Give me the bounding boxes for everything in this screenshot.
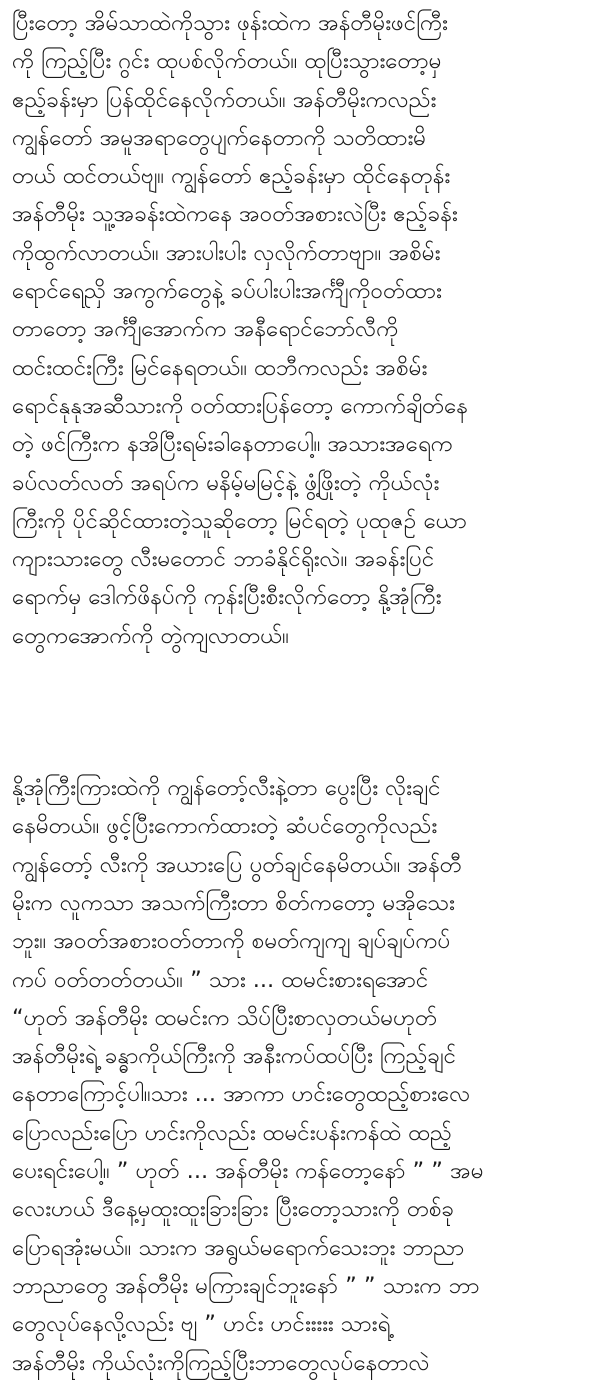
text-line: နို့အုံကြီးကြားထဲကို ကျွန်တော့်လီးနဲ့တာ ပွေးပြီး လိုးချင် xyxy=(12,775,441,802)
text-line: ရောက်မှ ဒေါက်ဖိနပ်ကို ကုန်းပြီးစီးလိုက်တော့ နို့အုံကြီး xyxy=(12,584,442,611)
paragraph-1 xyxy=(12,4,592,655)
paragraph-spacer xyxy=(12,655,592,769)
text-line: မိုးက လူကသာ အသက်ကြီးတာ စိတ်ကတော့ မအိုသေး xyxy=(12,889,455,916)
text-line: တွေလုပ်နေလို့လည်း ဗျ ” ဟင်း ဟင်းးးးး သားရဲ့ xyxy=(12,1311,391,1338)
text-line: တာတော့ အင်္ကျီအောက်က အနီရောင်ဘော်လီကို xyxy=(12,316,399,343)
text-line: ပြောရအုံးမယ်။ သားက အရွယ်မရောက်သေးဘူး ဘာညာ xyxy=(12,1234,465,1261)
text-line: ဘူး။ အဝတ်အစားဝတ်တာကို စမတ်ကျကျ ချပ်ချပ်ကပ် xyxy=(12,928,451,955)
text-line: ထင်းထင်းကြီး မြင်နေရတယ်။ ထဘီကလည်း အစိမ်း xyxy=(12,354,428,381)
text-line: အန်တီမိုး သူ့အခန်းထဲကနေ အဝတ်အစားလဲပြီး ဧည့်ခန်း xyxy=(12,201,458,228)
text-line: ပြီးတော့ အိမ်သာထဲကိုသွား ဖုန်းထဲက အန်တီမိုးဖင်ကြီး xyxy=(12,10,448,36)
text-line: ပြောလည်းပြော ဟင်းကိုလည်း ထမင်းပန်းကန်ထဲ ထည့် xyxy=(12,1119,452,1146)
text-line: အန်တီမိုး ကိုယ်လုံးကိုကြည့်ပြီးဘာတွေလုပ်နေတာလဲ xyxy=(12,1349,430,1376)
text-line: အန်တီမိုးရဲ့ ခန္ဓာကိုယ်ကြီးကို အနီးကပ်ထပ်ပြီး ကြည့်ချင် xyxy=(12,1043,457,1070)
text-line: ကိုထွက်လာတယ်။ အားပါးပါး လှလိုက်တာဗျာ။ အစိမ်း xyxy=(12,239,441,266)
text-line: ကျွန်တော် အမူအရာတွေပျက်နေတာကို သတိထားမိ xyxy=(12,124,427,151)
paragraph-2 xyxy=(12,769,592,1382)
text-line: ကပ် ဝတ်တတ်တယ်။ ” သား ... ထမင်းစားရအောင် xyxy=(12,966,429,993)
text-line: တွေကအောက်ကို တွဲကျလာတယ်။ xyxy=(12,622,289,649)
text-line: ရောင်ရေညှိ အကွက်တွေနဲ့ ခပ်ပါးပါးအင်္ကျီကိုဝတ်ထား xyxy=(12,278,442,305)
text-line: တဲ့ ဖင်ကြီးက နအိပြီးရမ်းခါနေတာပေါ့။ အသားအရေက xyxy=(12,431,453,458)
text-line: ဘာညာတွေ အန်တီမိုး မကြားချင်ဘူးနော် ” ” သားက ဘာ xyxy=(12,1272,480,1299)
text-line: “ဟုတ် အန်တီမိုး ထမင်းက သိပ်ပြီးစာလှတယ်မဟုတ် xyxy=(12,1004,438,1031)
text-line: ခပ်လတ်လတ် အရပ်က မနိမ့်မမြင့်နဲ့ ဖွံ့ဖြိုးတဲ့ ကိုယ်လုံး xyxy=(12,469,440,496)
text-line: ကျားသားတွေ လီးမတောင် ဘာခံနိုင်ရိုးလဲ။ အခန်းပြင် xyxy=(12,546,435,573)
text-line: ဧည့်ခန်းမှာ ပြန်ထိုင်နေလိုက်တယ်။ အန်တီမိုးကလည်း xyxy=(12,86,437,113)
text-line: ရောင်နုနုအဆီသားကို ဝတ်ထားပြန်တော့ ကောက်ချိတ်နေ xyxy=(12,392,468,419)
text-line: ပေးရင်းပေါ့။ ” ဟုတ် ... အန်တီမိုး ကန်တော့နော် ” ” အမ xyxy=(12,1158,484,1185)
text-line: ကျွန်တော့် လီးကို အယားပြေ ပွတ်ချင်နေမိတယ်။ အန်တီ xyxy=(12,851,462,878)
text-line: နေမိတယ်။ ဖွင့်ပြီးကောက်ထားတဲ့ ဆံပင်တွေကိုလည်း xyxy=(12,813,438,840)
text-line: နေတာကြောင့်ပါ။သား ... အာကာ ဟင်းတွေထည့်စားလေ xyxy=(12,1081,471,1108)
text-line: ကို ကြည့်ပြီး ဂွင်း ထုပစ်လိုက်တယ်။ ထုပြီးသွားတော့မှ xyxy=(12,48,442,75)
text-line: လေးဟယ် ဒီနေ့မှထူးထူးခြားခြား ပြီးတော့သားကို တစ်ခု xyxy=(12,1196,455,1223)
text-line: ကြီးကို ပိုင်ဆိုင်ထားတဲ့သူဆိုတော့ မြင်ရတဲ့ ပုထုဇဉ် ယော xyxy=(12,507,467,534)
text-line: တယ် ထင်တယ်ဗျ။ ကျွန်တော် ဧည့်ခန်းမှာ ထိုင်နေတုန်း xyxy=(12,163,451,190)
